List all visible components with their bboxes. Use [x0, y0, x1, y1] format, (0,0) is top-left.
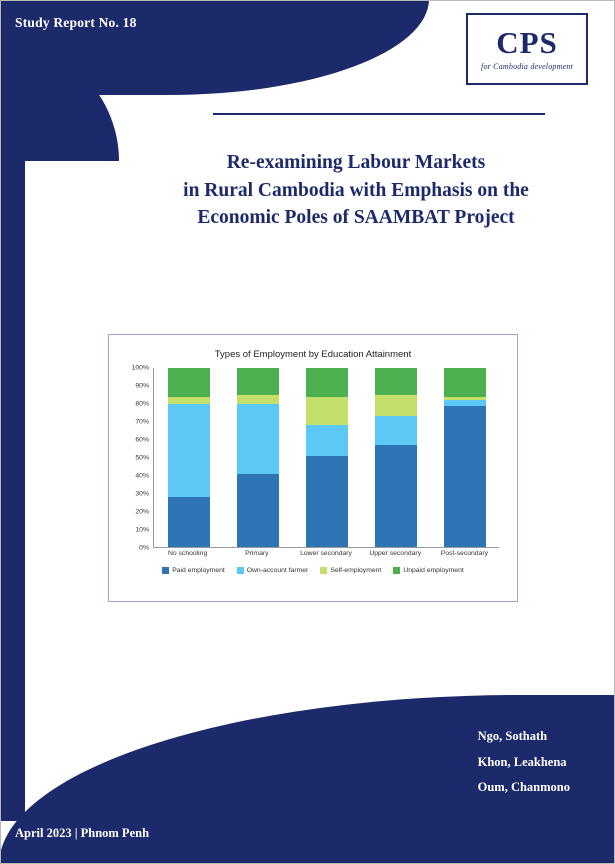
chart-y-axis-labels — [121, 364, 151, 552]
chart-bar-column — [375, 368, 417, 547]
chart-bar-segment — [444, 406, 486, 547]
chart-plot-wrapper — [121, 364, 505, 557]
logo-tagline: for Cambodia development — [481, 62, 573, 71]
title-line-1: Re-examining Labour Markets — [226, 152, 486, 173]
chart-plot-area — [153, 368, 499, 548]
chart-legend-swatch — [320, 567, 327, 574]
chart-bar-segment — [375, 416, 417, 445]
chart-y-tick: 60% — [135, 436, 149, 444]
publication-date: April 2023 | Phnom Penh — [15, 826, 150, 840]
chart-y-tick: 90% — [135, 382, 149, 390]
chart-y-tick: 40% — [135, 472, 149, 480]
chart-legend-item — [162, 567, 225, 574]
title-line-2: in Rural Cambodia with Emphasis on the — [183, 179, 529, 201]
chart-legend-swatch — [393, 567, 400, 574]
chart-bar-segment — [237, 368, 279, 395]
chart-bar-segment — [168, 497, 210, 547]
author-2: Khon, Leakhena — [477, 754, 567, 769]
chart-bar-column — [168, 368, 210, 547]
chart-bar-segment — [375, 368, 417, 395]
chart-bar-segment — [168, 404, 210, 497]
chart-legend-swatch — [162, 567, 169, 574]
chart-bar-segment — [237, 395, 279, 404]
chart-title: Types of Employment by Education Attainment — [214, 349, 412, 360]
chart-y-tick: 10% — [135, 526, 149, 534]
chart-x-tick: No schooling — [167, 550, 208, 557]
chart-legend-label: Unpaid employment — [403, 567, 464, 574]
chart-bar-segment — [306, 397, 348, 426]
chart-legend — [109, 567, 517, 574]
chart-bar-segment — [375, 395, 417, 416]
chart-x-tick: Primary — [245, 550, 269, 557]
chart-legend-item — [320, 567, 381, 574]
page-title — [121, 149, 591, 232]
chart-bar-segment — [237, 404, 279, 474]
chart-y-tick: 30% — [135, 490, 149, 498]
author-list — [478, 724, 570, 801]
chart-bar-column — [306, 368, 348, 547]
chart-bar-segment — [306, 456, 348, 547]
navy-left-bar-shape — [0, 61, 25, 821]
chart-legend-item — [237, 567, 309, 574]
chart-y-tick: 70% — [135, 418, 149, 426]
author-3: Oum, Chanmono — [477, 780, 570, 795]
chart-bar-segment — [168, 397, 210, 404]
chart-bar-segment — [168, 368, 210, 397]
chart-legend-label: Self-employment — [330, 567, 382, 574]
chart-y-tick: 50% — [135, 454, 149, 462]
chart-bar-column — [444, 368, 486, 547]
chart-bar-column — [237, 368, 279, 547]
chart-bar-segment — [375, 445, 417, 547]
chart-y-tick: 80% — [135, 400, 149, 408]
chart-x-tick: Lower secondary — [300, 550, 352, 557]
chart-legend-label: Own-account farmer — [246, 567, 309, 574]
chart-legend-item — [393, 567, 463, 574]
title-line-3: Economic Poles of SAAMBAT Project — [197, 207, 515, 229]
chart-bar-segment — [444, 368, 486, 397]
chart-x-tick: Upper secondary — [369, 550, 422, 557]
chart-y-tick: 20% — [135, 508, 149, 516]
chart-x-axis-labels — [153, 550, 499, 557]
chart-bar-segment — [237, 474, 279, 547]
chart-bar-segment — [306, 368, 348, 397]
chart-legend-label: Paid employment — [172, 567, 225, 574]
title-divider — [213, 113, 545, 115]
chart-bar-segment — [306, 425, 348, 455]
author-1: Ngo, Sothath — [477, 729, 548, 744]
cps-logo — [466, 13, 588, 85]
logo-mark-text: CPS — [496, 25, 558, 60]
chart-legend-swatch — [237, 567, 244, 574]
chart-x-tick: Post-secondary — [440, 550, 489, 557]
chart-y-tick: 0% — [139, 544, 149, 552]
chart-y-tick: 100% — [131, 364, 149, 372]
cover-chart — [108, 334, 518, 602]
report-number: Study Report No. 18 — [15, 15, 137, 30]
